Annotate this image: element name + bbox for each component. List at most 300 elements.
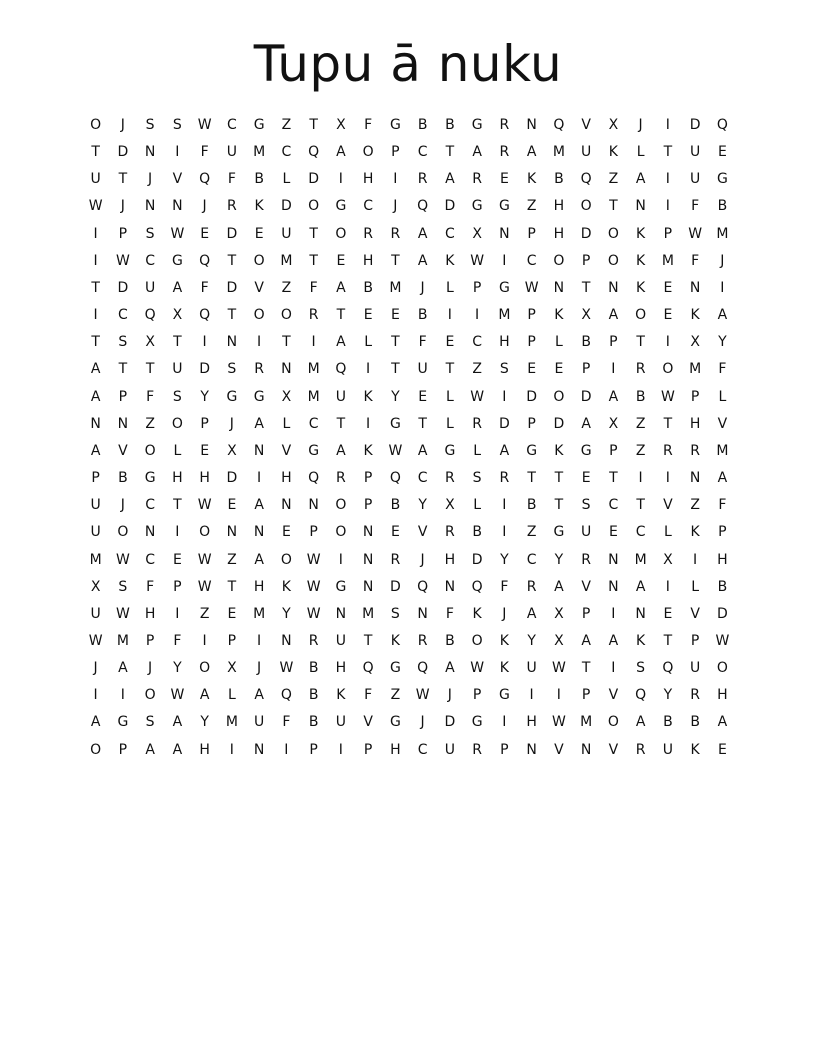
grid-letter[interactable]: O [199, 660, 211, 677]
grid-letter[interactable]: I [611, 660, 616, 677]
grid-letter[interactable]: U [581, 524, 592, 541]
grid-letter[interactable]: V [608, 741, 619, 758]
grid-letter[interactable]: H [281, 470, 292, 487]
grid-letter[interactable]: K [690, 524, 700, 541]
grid-letter[interactable]: W [660, 388, 675, 405]
grid-letter[interactable]: T [173, 497, 182, 514]
grid-letter[interactable]: N [226, 334, 238, 351]
grid-letter[interactable]: O [171, 415, 183, 432]
grid-letter[interactable]: C [145, 551, 156, 568]
grid-letter[interactable]: B [690, 714, 700, 731]
grid-letter[interactable]: B [308, 687, 319, 704]
grid-letter[interactable]: I [502, 497, 507, 514]
grid-letter[interactable]: S [145, 714, 155, 731]
grid-letter[interactable]: O [308, 198, 320, 215]
grid-letter[interactable]: A [445, 660, 455, 677]
grid-letter[interactable]: V [281, 442, 292, 459]
grid-letter[interactable]: E [172, 551, 182, 568]
grid-letter[interactable]: X [554, 605, 564, 622]
grid-letter[interactable]: B [526, 497, 537, 514]
grid-letter[interactable]: Q [635, 687, 647, 704]
grid-letter[interactable]: Q [144, 307, 156, 324]
grid-letter[interactable]: A [172, 279, 183, 296]
grid-letter[interactable]: X [90, 578, 101, 595]
grid-letter[interactable]: P [581, 605, 591, 622]
grid-letter[interactable]: N [362, 578, 374, 595]
grid-letter[interactable]: A [417, 225, 428, 242]
grid-letter[interactable]: R [526, 578, 537, 595]
grid-letter[interactable]: Z [526, 198, 537, 215]
grid-letter[interactable]: O [280, 307, 292, 324]
grid-letter[interactable]: O [607, 714, 619, 731]
grid-letter[interactable]: N [526, 117, 537, 133]
grid-letter[interactable]: N [281, 361, 292, 378]
grid-letter[interactable]: L [173, 442, 182, 459]
grid-letter[interactable]: R [445, 470, 455, 487]
grid-letter[interactable]: L [473, 442, 482, 459]
grid-letter[interactable]: J [202, 198, 207, 215]
grid-letter[interactable]: P [500, 741, 509, 758]
grid-letter[interactable]: B [635, 388, 646, 405]
grid-letter[interactable]: Q [580, 171, 592, 188]
grid-letter[interactable]: L [282, 171, 291, 188]
grid-letter[interactable]: P [472, 279, 482, 296]
grid-letter[interactable]: O [144, 442, 156, 459]
grid-letter[interactable]: C [417, 470, 428, 487]
grid-letter[interactable]: A [90, 442, 101, 459]
grid-letter[interactable]: I [284, 741, 289, 758]
grid-letter[interactable]: F [691, 252, 700, 269]
grid-letter[interactable]: O [471, 632, 483, 649]
grid-letter[interactable]: Z [690, 497, 700, 514]
grid-letter[interactable]: R [445, 524, 455, 541]
grid-letter[interactable]: Q [417, 578, 429, 595]
grid-letter[interactable]: A [145, 741, 155, 758]
grid-letter[interactable]: O [280, 551, 292, 568]
grid-letter[interactable]: X [690, 334, 700, 351]
grid-letter[interactable]: J [148, 660, 153, 677]
grid-letter[interactable]: E [336, 252, 346, 269]
grid-letter[interactable]: S [172, 388, 182, 405]
grid-letter[interactable]: G [716, 171, 728, 188]
grid-letter[interactable]: J [447, 687, 452, 704]
grid-letter[interactable]: G [226, 388, 238, 405]
grid-letter[interactable]: O [90, 117, 102, 133]
grid-letter[interactable]: N [253, 524, 265, 541]
grid-letter[interactable]: V [581, 578, 591, 595]
grid-letter[interactable]: Y [718, 334, 727, 351]
grid-letter[interactable]: F [691, 198, 700, 215]
grid-letter[interactable]: G [389, 660, 401, 677]
grid-letter[interactable]: E [390, 524, 400, 541]
grid-letter[interactable]: N [281, 632, 292, 649]
grid-letter[interactable]: C [145, 497, 156, 514]
grid-letter[interactable]: N [144, 524, 156, 541]
grid-letter[interactable]: N [608, 279, 619, 296]
grid-letter[interactable]: N [172, 198, 183, 215]
grid-letter[interactable]: U [90, 605, 101, 622]
grid-letter[interactable]: F [200, 144, 209, 161]
grid-letter[interactable]: N [362, 551, 374, 568]
grid-letter[interactable]: S [499, 361, 509, 378]
grid-letter[interactable]: E [281, 524, 291, 541]
grid-letter[interactable]: Q [199, 252, 211, 269]
grid-letter[interactable]: H [717, 687, 728, 704]
grid-letter[interactable]: I [202, 334, 207, 351]
grid-letter[interactable]: P [690, 388, 700, 405]
grid-letter[interactable]: D [580, 388, 592, 405]
grid-letter[interactable]: Z [199, 605, 210, 622]
grid-letter[interactable]: I [93, 307, 98, 324]
grid-letter[interactable]: C [526, 252, 537, 269]
grid-letter[interactable]: R [417, 171, 428, 188]
grid-letter[interactable]: W [279, 660, 294, 677]
grid-letter[interactable]: E [363, 307, 373, 324]
grid-letter[interactable]: U [254, 714, 265, 731]
grid-letter[interactable]: T [663, 415, 673, 432]
grid-letter[interactable]: X [145, 334, 155, 351]
grid-letter[interactable]: T [636, 497, 645, 514]
grid-letter[interactable]: E [390, 307, 400, 324]
grid-letter[interactable]: M [498, 307, 511, 324]
grid-letter[interactable]: A [336, 334, 346, 351]
grid-letter[interactable]: S [118, 334, 128, 351]
grid-letter[interactable]: R [254, 361, 264, 378]
grid-letter[interactable]: I [638, 470, 643, 487]
grid-letter[interactable]: Q [553, 117, 565, 133]
grid-letter[interactable]: W [170, 687, 185, 704]
grid-letter[interactable]: A [254, 497, 264, 514]
grid-letter[interactable]: P [527, 225, 536, 242]
grid-letter[interactable]: W [470, 252, 485, 269]
grid-letter[interactable]: A [417, 442, 428, 459]
grid-letter[interactable]: I [665, 117, 670, 133]
grid-letter[interactable]: L [636, 144, 645, 161]
grid-letter[interactable]: W [524, 279, 539, 296]
grid-letter[interactable]: T [91, 144, 100, 161]
grid-letter[interactable]: N [444, 578, 456, 595]
grid-letter[interactable]: G [308, 442, 320, 459]
grid-letter[interactable]: Y [554, 551, 564, 568]
grid-letter[interactable]: N [526, 741, 537, 758]
grid-letter[interactable]: K [690, 741, 700, 758]
grid-letter[interactable]: W [306, 578, 321, 595]
grid-letter[interactable]: Q [716, 117, 728, 133]
grid-letter[interactable]: I [93, 687, 98, 704]
grid-letter[interactable]: Z [472, 361, 482, 378]
grid-letter[interactable]: X [281, 388, 292, 405]
grid-letter[interactable]: H [362, 252, 374, 269]
grid-letter[interactable]: E [663, 307, 673, 324]
grid-letter[interactable]: N [608, 578, 619, 595]
grid-letter[interactable]: Z [281, 117, 292, 133]
grid-letter[interactable]: H [172, 470, 183, 487]
grid-letter[interactable]: M [225, 714, 238, 731]
grid-letter[interactable]: X [445, 497, 455, 514]
grid-letter[interactable]: S [390, 605, 400, 622]
grid-letter[interactable]: I [693, 551, 698, 568]
grid-letter[interactable]: U [281, 225, 292, 242]
grid-letter[interactable]: O [553, 388, 565, 405]
grid-letter[interactable]: I [611, 605, 616, 622]
grid-letter[interactable]: Y [282, 605, 291, 622]
grid-letter[interactable]: A [336, 279, 346, 296]
grid-letter[interactable]: U [335, 388, 346, 405]
grid-letter[interactable]: K [499, 660, 509, 677]
grid-letter[interactable]: T [663, 632, 673, 649]
grid-letter[interactable]: P [609, 442, 618, 459]
grid-letter[interactable]: K [363, 388, 373, 405]
grid-letter[interactable]: Y [200, 714, 209, 731]
grid-letter[interactable]: N [144, 144, 156, 161]
grid-letter[interactable]: L [473, 497, 482, 514]
grid-letter[interactable]: L [227, 687, 236, 704]
grid-letter[interactable]: E [227, 605, 237, 622]
grid-letter[interactable]: N [117, 415, 129, 432]
grid-letter[interactable]: K [363, 442, 373, 459]
grid-letter[interactable]: R [581, 551, 591, 568]
grid-letter[interactable]: C [444, 225, 455, 242]
grid-letter[interactable]: B [472, 524, 482, 541]
grid-letter[interactable]: J [93, 660, 98, 677]
grid-letter[interactable]: I [393, 171, 398, 188]
grid-letter[interactable]: E [527, 361, 537, 378]
grid-letter[interactable]: H [499, 334, 510, 351]
grid-letter[interactable]: V [172, 171, 183, 188]
grid-letter[interactable]: U [172, 361, 183, 378]
grid-letter[interactable]: A [526, 144, 537, 161]
grid-letter[interactable]: F [364, 117, 373, 133]
grid-letter[interactable]: Y [200, 388, 209, 405]
grid-letter[interactable]: N [635, 605, 646, 622]
grid-letter[interactable]: G [117, 714, 129, 731]
grid-letter[interactable]: X [472, 225, 482, 242]
grid-letter[interactable]: G [471, 198, 483, 215]
grid-letter[interactable]: J [120, 497, 125, 514]
grid-letter[interactable]: I [338, 551, 343, 568]
grid-letter[interactable]: P [527, 415, 536, 432]
grid-letter[interactable]: I [175, 144, 180, 161]
grid-letter[interactable]: M [253, 144, 266, 161]
grid-letter[interactable]: K [281, 578, 291, 595]
grid-letter[interactable]: K [554, 442, 564, 459]
grid-letter[interactable]: A [635, 578, 646, 595]
grid-letter[interactable]: O [362, 144, 374, 161]
grid-letter[interactable]: D [226, 470, 238, 487]
grid-letter[interactable]: P [663, 225, 673, 242]
grid-letter[interactable]: C [308, 415, 319, 432]
grid-letter[interactable]: I [175, 605, 180, 622]
grid-letter[interactable]: P [309, 524, 318, 541]
grid-letter[interactable]: W [115, 605, 130, 622]
grid-letter[interactable]: M [716, 442, 729, 459]
grid-letter[interactable]: I [665, 334, 670, 351]
grid-letter[interactable]: U [226, 144, 237, 161]
grid-letter[interactable]: X [172, 307, 183, 324]
grid-letter[interactable]: X [227, 660, 237, 677]
grid-letter[interactable]: V [554, 741, 564, 758]
grid-letter[interactable]: P [173, 578, 182, 595]
grid-letter[interactable]: F [282, 714, 291, 731]
grid-letter[interactable]: Z [608, 171, 619, 188]
grid-letter[interactable]: D [308, 171, 320, 188]
grid-letter[interactable]: U [335, 632, 346, 649]
grid-letter[interactable]: Z [281, 279, 292, 296]
grid-letter[interactable]: E [717, 741, 727, 758]
grid-letter[interactable]: P [363, 470, 373, 487]
grid-letter[interactable]: L [445, 415, 454, 432]
grid-letter[interactable]: E [554, 361, 564, 378]
grid-letter[interactable]: H [253, 578, 265, 595]
grid-letter[interactable]: R [472, 741, 482, 758]
grid-letter[interactable]: W [470, 660, 485, 677]
grid-letter[interactable]: W [388, 442, 403, 459]
grid-letter[interactable]: N [608, 551, 619, 568]
grid-letter[interactable]: K [554, 307, 564, 324]
grid-letter[interactable]: G [335, 198, 347, 215]
grid-letter[interactable]: B [390, 497, 401, 514]
grid-letter[interactable]: Q [362, 660, 374, 677]
grid-letter[interactable]: U [581, 144, 592, 161]
grid-letter[interactable]: C [145, 252, 156, 269]
grid-letter[interactable]: T [282, 334, 291, 351]
grid-letter[interactable]: Z [526, 524, 537, 541]
grid-letter[interactable]: F [418, 334, 427, 351]
grid-letter[interactable]: R [417, 632, 428, 649]
grid-letter[interactable]: G [498, 198, 510, 215]
grid-letter[interactable]: Q [199, 171, 211, 188]
grid-letter[interactable]: F [146, 388, 155, 405]
grid-letter[interactable]: I [257, 334, 262, 351]
grid-letter[interactable]: N [226, 524, 238, 541]
grid-letter[interactable]: O [335, 524, 347, 541]
grid-letter[interactable]: M [689, 361, 702, 378]
grid-letter[interactable]: J [502, 605, 507, 622]
grid-letter[interactable]: O [580, 198, 592, 215]
grid-letter[interactable]: G [553, 524, 565, 541]
grid-letter[interactable]: K [336, 687, 346, 704]
grid-letter[interactable]: J [420, 714, 425, 731]
grid-letter[interactable]: C [117, 307, 128, 324]
grid-letter[interactable]: H [199, 470, 210, 487]
grid-letter[interactable]: G [471, 117, 483, 133]
grid-letter[interactable]: U [335, 714, 346, 731]
grid-letter[interactable]: A [581, 632, 591, 649]
grid-letter[interactable]: K [445, 252, 455, 269]
grid-letter[interactable]: Q [471, 578, 483, 595]
grid-letter[interactable]: T [336, 415, 346, 432]
grid-letter[interactable]: K [527, 171, 537, 188]
grid-letter[interactable]: Z [390, 687, 401, 704]
grid-letter[interactable]: A [581, 415, 591, 432]
grid-letter[interactable]: I [366, 361, 371, 378]
grid-letter[interactable]: J [257, 660, 262, 677]
grid-letter[interactable]: F [173, 632, 182, 649]
grid-letter[interactable]: L [282, 415, 291, 432]
grid-letter[interactable]: X [663, 551, 673, 568]
grid-letter[interactable]: I [665, 198, 670, 215]
grid-letter[interactable]: B [417, 307, 428, 324]
grid-letter[interactable]: V [663, 497, 673, 514]
grid-letter[interactable]: W [197, 497, 212, 514]
grid-letter[interactable]: C [635, 524, 646, 541]
grid-letter[interactable]: V [581, 117, 591, 133]
grid-letter[interactable]: K [608, 144, 618, 161]
grid-letter[interactable]: W [197, 551, 212, 568]
grid-letter[interactable]: D [716, 605, 728, 622]
grid-letter[interactable]: D [117, 279, 129, 296]
grid-letter[interactable]: R [635, 361, 646, 378]
grid-letter[interactable]: E [200, 225, 210, 242]
grid-letter[interactable]: G [389, 415, 401, 432]
grid-letter[interactable]: L [691, 578, 700, 595]
grid-letter[interactable]: M [362, 605, 375, 622]
grid-letter[interactable]: N [335, 605, 347, 622]
grid-letter[interactable]: R [663, 442, 673, 459]
grid-letter[interactable]: U [690, 171, 701, 188]
grid-letter[interactable]: I [720, 279, 725, 296]
grid-letter[interactable]: A [608, 388, 619, 405]
grid-letter[interactable]: G [389, 117, 401, 133]
grid-letter[interactable]: T [227, 578, 237, 595]
grid-letter[interactable]: R [308, 632, 319, 649]
grid-letter[interactable]: C [226, 117, 237, 133]
grid-letter[interactable]: X [608, 117, 619, 133]
grid-letter[interactable]: P [363, 741, 373, 758]
grid-letter[interactable]: G [471, 714, 483, 731]
grid-letter[interactable]: U [417, 361, 428, 378]
grid-letter[interactable]: O [553, 252, 565, 269]
grid-letter[interactable]: A [254, 415, 264, 432]
grid-letter[interactable]: T [227, 252, 237, 269]
grid-letter[interactable]: A [90, 361, 101, 378]
grid-letter[interactable]: I [338, 171, 343, 188]
grid-letter[interactable]: A [608, 632, 619, 649]
grid-letter[interactable]: V [608, 687, 619, 704]
grid-letter[interactable]: S [118, 578, 128, 595]
grid-letter[interactable]: L [445, 279, 454, 296]
grid-letter[interactable]: U [690, 144, 701, 161]
grid-letter[interactable]: B [445, 632, 455, 649]
grid-letter[interactable]: Y [500, 551, 509, 568]
grid-letter[interactable]: N [553, 279, 565, 296]
grid-letter[interactable]: T [527, 470, 536, 487]
grid-letter[interactable]: O [607, 252, 619, 269]
grid-letter[interactable]: B [308, 660, 319, 677]
grid-letter[interactable]: T [391, 334, 400, 351]
grid-letter[interactable]: L [445, 388, 454, 405]
grid-letter[interactable]: A [608, 307, 619, 324]
grid-letter[interactable]: N [635, 198, 646, 215]
grid-letter[interactable]: B [717, 578, 728, 595]
grid-letter[interactable]: B [254, 171, 264, 188]
grid-letter[interactable]: P [581, 252, 591, 269]
grid-letter[interactable]: A [717, 307, 728, 324]
grid-letter[interactable]: I [665, 578, 670, 595]
grid-letter[interactable]: R [635, 741, 646, 758]
grid-letter[interactable]: N [362, 524, 374, 541]
grid-letter[interactable]: I [257, 632, 262, 649]
grid-letter[interactable]: T [554, 497, 564, 514]
grid-letter[interactable]: Y [418, 497, 427, 514]
grid-letter[interactable]: F [200, 279, 209, 296]
grid-letter[interactable]: A [118, 660, 128, 677]
grid-letter[interactable]: A [717, 714, 728, 731]
grid-letter[interactable]: N [90, 415, 101, 432]
grid-letter[interactable]: O [253, 307, 265, 324]
grid-letter[interactable]: A [199, 687, 210, 704]
grid-letter[interactable]: K [499, 632, 509, 649]
